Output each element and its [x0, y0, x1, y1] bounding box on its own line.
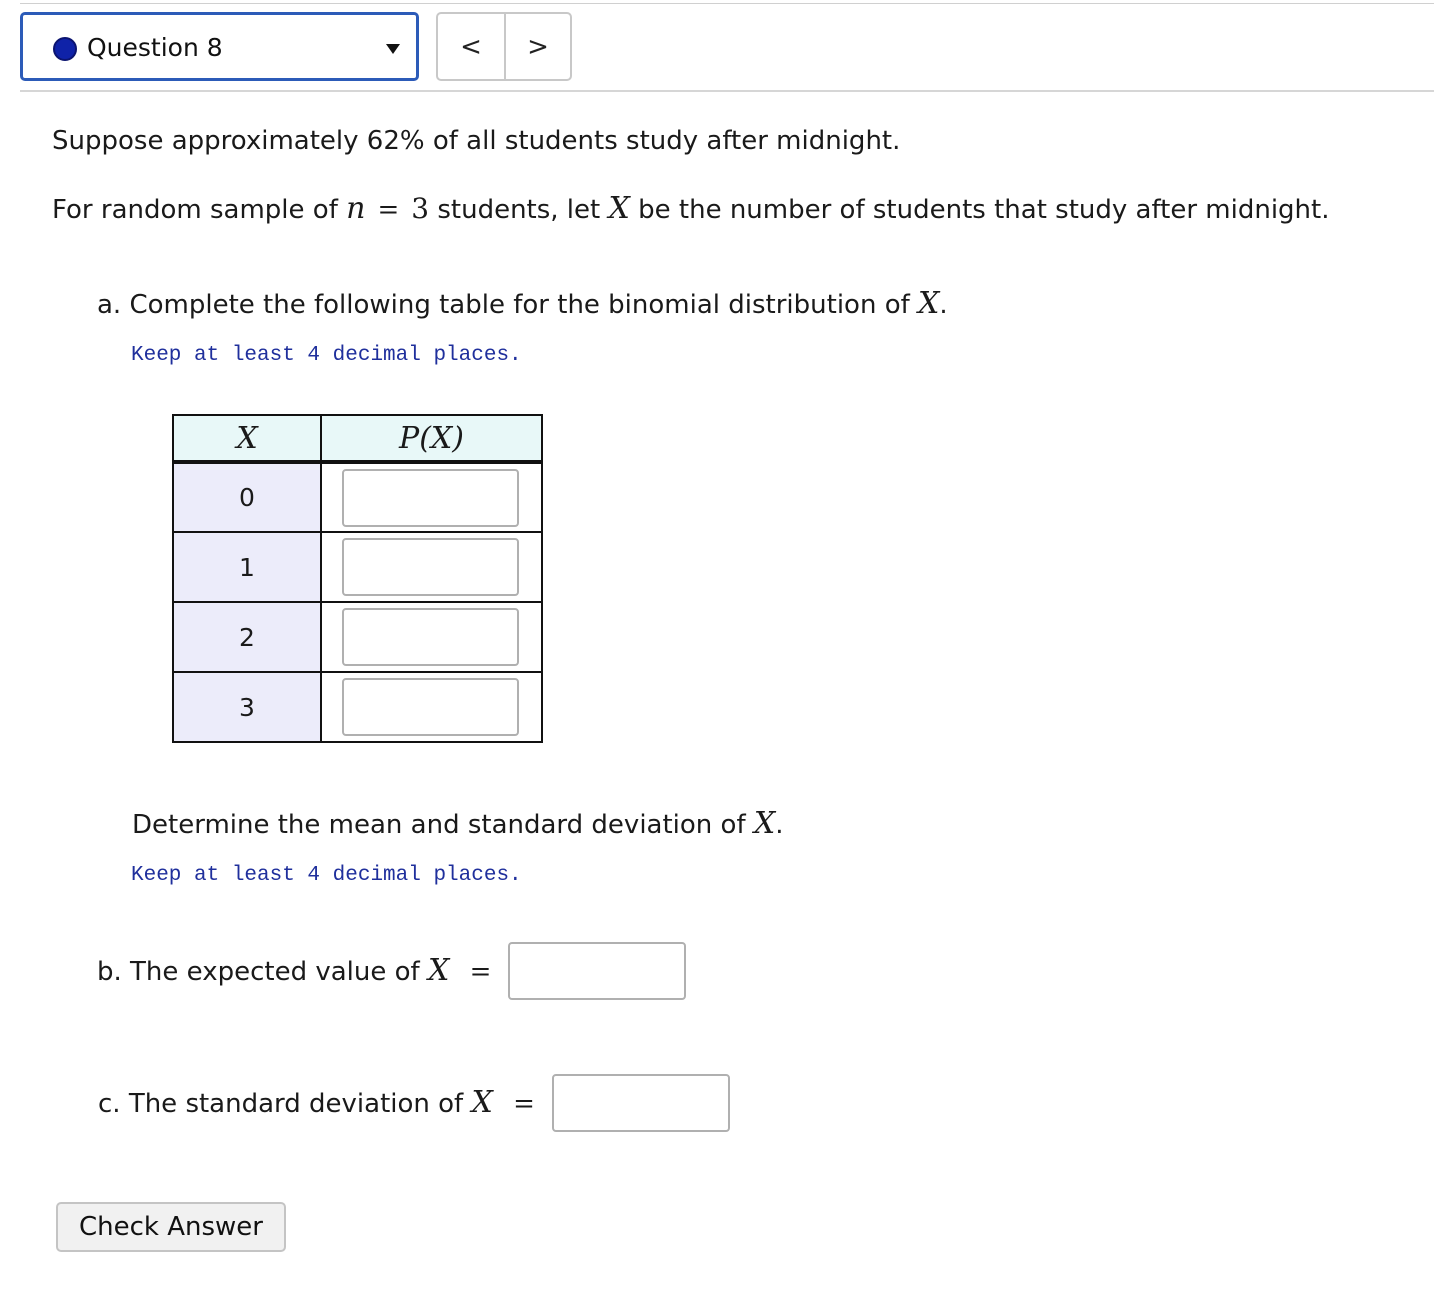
- var-n: n: [346, 191, 366, 226]
- standard-deviation-input[interactable]: [552, 1074, 730, 1132]
- part-c-var: X: [471, 1085, 493, 1120]
- px-cell: [321, 602, 542, 672]
- question-select[interactable]: [20, 12, 419, 81]
- intro-line-1: Suppose approximately 62% of all students study after midnight.: [52, 126, 901, 156]
- intro-line-2-suffix: be the number of students that study after midnight.: [638, 195, 1330, 225]
- intro-line-2-mid: students, let: [437, 195, 601, 225]
- next-question-button[interactable]: >: [504, 14, 570, 79]
- part-c-equals: =: [513, 1089, 535, 1119]
- px-cell: [321, 532, 542, 602]
- px-input-2[interactable]: [342, 608, 519, 666]
- mean-sd-prompt: [132, 808, 784, 841]
- intro-line-2: [52, 193, 1330, 226]
- table-row: [173, 462, 542, 532]
- px-cell: [321, 672, 542, 742]
- column-header-px: P(X): [321, 415, 542, 462]
- x-value-cell: 1: [173, 532, 321, 602]
- px-input-1[interactable]: [342, 538, 519, 596]
- part-a-var: X: [918, 286, 940, 321]
- part-c-text: c. The standard deviation of: [98, 1089, 464, 1119]
- px-cell: [321, 462, 542, 532]
- part-b-label: [97, 953, 503, 988]
- x-value-cell: 2: [173, 602, 321, 672]
- part-b-equals: =: [469, 957, 492, 987]
- part-b-text: b. The expected value of: [97, 957, 420, 987]
- question-status-dot-icon: [53, 37, 77, 61]
- part-a-hint: Keep at least 4 decimal places.: [131, 344, 522, 367]
- column-header-x: X: [173, 415, 321, 462]
- header-divider: [20, 90, 1434, 92]
- px-input-3[interactable]: [342, 678, 519, 736]
- px-input-0[interactable]: [342, 469, 519, 527]
- distribution-table: [172, 414, 543, 743]
- n-value: 3: [411, 192, 430, 225]
- caret-down-icon: [386, 44, 400, 54]
- part-a-prompt: [97, 288, 948, 321]
- part-a-prompt-text: a. Complete the following table for the binomial distribution of: [97, 290, 910, 320]
- question-select-label: Question 8: [87, 33, 223, 62]
- mean-sd-period: .: [775, 810, 784, 840]
- expected-value-input[interactable]: [508, 942, 686, 1000]
- previous-question-button[interactable]: <: [460, 31, 482, 62]
- top-divider: [20, 3, 1434, 4]
- x-value-cell: 0: [173, 462, 321, 532]
- equals-sign: =: [377, 195, 400, 225]
- var-x: X: [608, 191, 630, 226]
- part-b-var: X: [427, 953, 450, 988]
- x-value-cell: 3: [173, 672, 321, 742]
- question-nav: [436, 12, 572, 81]
- mean-sd-var: X: [753, 806, 776, 841]
- table-header-row: [173, 415, 542, 462]
- check-answer-button[interactable]: Check Answer: [56, 1202, 286, 1252]
- part-a-period: .: [939, 290, 948, 320]
- mean-sd-hint: Keep at least 4 decimal places.: [131, 864, 522, 887]
- part-c-label: [98, 1085, 547, 1120]
- intro-line-2-prefix: For random sample of: [52, 195, 338, 225]
- table-row: [173, 532, 542, 602]
- mean-sd-prompt-text: Determine the mean and standard deviation of: [132, 810, 746, 840]
- table-row: [173, 672, 542, 742]
- table-row: [173, 602, 542, 672]
